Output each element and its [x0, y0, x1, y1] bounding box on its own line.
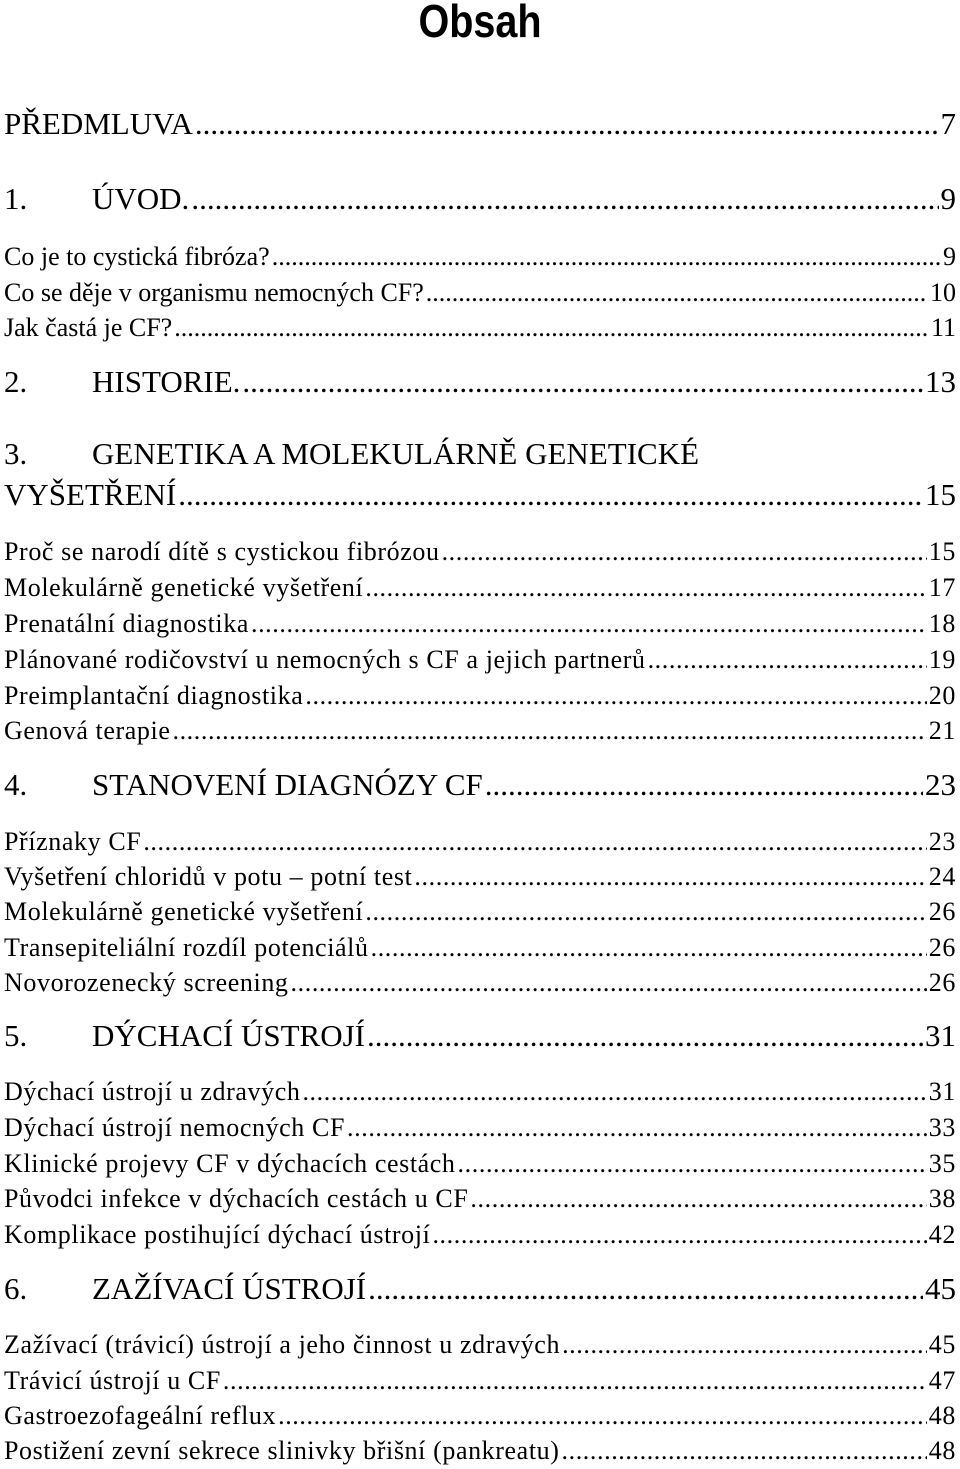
- toc-entry-predmluva[interactable]: [4, 106, 956, 142]
- toc-entry-dychaci-nemocni[interactable]: [4, 1113, 956, 1143]
- toc-entry-label: Molekulárně genetické vyšetření: [4, 897, 364, 926]
- toc-leader-dots: [195, 106, 939, 142]
- toc-leader-dots: [414, 862, 926, 892]
- toc-entry-label: Jak častá je CF?: [4, 313, 173, 342]
- toc-leader-dots: [432, 1220, 926, 1250]
- toc-entry-pankreas[interactable]: [4, 1436, 956, 1466]
- toc-chapter-number: 1.: [4, 181, 28, 216]
- toc-entry-label: HISTORIE.: [92, 364, 241, 399]
- toc-entry-zazivaci[interactable]: [4, 1271, 956, 1307]
- toc-leader-dots: [174, 313, 929, 343]
- toc-leader-dots: [442, 537, 927, 567]
- toc-page-number: 17: [928, 573, 956, 602]
- toc-entry-uvod[interactable]: [4, 181, 956, 217]
- toc-leader-dots: [458, 1149, 927, 1179]
- toc-leader-dots: [347, 1113, 927, 1143]
- toc-entry-label: STANOVENÍ DIAGNÓZY CF: [92, 767, 483, 802]
- toc-page-number: 38: [928, 1184, 956, 1213]
- toc-page-number: 9: [940, 181, 956, 216]
- toc-page-number: 31: [925, 1018, 956, 1053]
- toc-leader-dots: [278, 1401, 927, 1431]
- toc-entry-proc-se-narodi[interactable]: [4, 537, 956, 567]
- toc-entry-potni-test[interactable]: [4, 862, 956, 892]
- toc-page-number: 26: [928, 933, 956, 962]
- toc-entry-label: Příznaky CF: [4, 827, 142, 856]
- toc-entry-zazivaci-zdravi[interactable]: [4, 1330, 956, 1360]
- toc-entry-label: Transepiteliální rozdíl potenciálů: [4, 933, 369, 962]
- toc-page-number: 31: [928, 1077, 956, 1106]
- toc-page-number: 48: [928, 1401, 956, 1430]
- toc-chapter-number: 6.: [4, 1271, 28, 1306]
- toc-page-number: 26: [928, 968, 956, 997]
- toc-leader-dots: [291, 968, 927, 998]
- toc-entry-label: GENETIKA A MOLEKULÁRNĚ GENETICKÉ: [92, 436, 700, 471]
- toc-entry-komplikace[interactable]: [4, 1220, 956, 1250]
- toc-page-number: 11: [930, 313, 956, 342]
- toc-entry-label: PŘEDMLUVA: [4, 106, 193, 141]
- toc-entry-puvodci-infekce[interactable]: [4, 1184, 956, 1214]
- toc-entry-genova-terapie[interactable]: [4, 716, 956, 746]
- toc-entry-reflux[interactable]: [4, 1401, 956, 1431]
- toc-leader-dots: [305, 681, 926, 711]
- toc-leader-dots: [365, 897, 926, 927]
- toc-page-number: 20: [928, 681, 956, 710]
- toc-entry-label: Genová terapie: [4, 716, 171, 745]
- toc-page-number: 45: [925, 1271, 956, 1306]
- toc-entry-traveni-cf[interactable]: [4, 1366, 956, 1396]
- toc-chapter-number: 2.: [4, 364, 28, 399]
- toc-chapter-number: 4.: [4, 767, 28, 802]
- toc-entry-dychaci[interactable]: [4, 1018, 956, 1054]
- toc-entry-label: ÚVOD.: [92, 181, 190, 216]
- toc-entry-label: Klinické projevy CF v dýchacích cestách: [4, 1149, 456, 1178]
- toc-leader-dots: [172, 716, 926, 746]
- toc-leader-dots: [470, 1184, 926, 1214]
- toc-entry-label: Původci infekce v dýchacích cestách u CF: [4, 1184, 469, 1213]
- toc-leader-dots: [251, 609, 927, 639]
- toc-page-number: 10: [930, 278, 956, 307]
- toc-entry-label: Prenatální diagnostika: [4, 609, 249, 638]
- toc-entry-dychaci-zdravi[interactable]: [4, 1077, 956, 1107]
- toc-leader-dots: [648, 645, 927, 675]
- toc-page-number: 13: [925, 364, 956, 399]
- toc-entry-co-je-cf[interactable]: [4, 242, 956, 272]
- toc-entry-screening[interactable]: [4, 968, 956, 998]
- toc-entry-genetika-line2[interactable]: [4, 477, 956, 513]
- toc-entry-label: ZAŽÍVACÍ ÚSTROJÍ: [92, 1271, 367, 1306]
- toc-page-number: 48: [928, 1436, 956, 1465]
- toc-entry-label: Proč se narodí dítě s cystickou fibrózou: [4, 537, 440, 566]
- toc-page-number: 45: [928, 1330, 956, 1359]
- toc-page-number: 24: [928, 862, 956, 891]
- toc-entry-label: Postižení zevní sekrece slinivky břišní (pankreatu): [4, 1436, 560, 1465]
- toc-entry-priznaky[interactable]: [4, 827, 956, 857]
- toc-entry-label: Novorozenecký screening: [4, 968, 289, 997]
- toc-leader-dots: [178, 477, 923, 513]
- toc-entry-molekularne-1[interactable]: [4, 573, 956, 603]
- toc-entry-genetika-line1[interactable]: [4, 436, 699, 472]
- toc-leader-dots: [272, 242, 941, 272]
- toc-entry-label: Molekulárně genetické vyšetření: [4, 573, 364, 602]
- toc-leader-dots: [426, 278, 928, 308]
- toc-leader-dots: [223, 1366, 927, 1396]
- toc-entry-klinicke-projevy[interactable]: [4, 1149, 956, 1179]
- toc-leader-dots: [368, 1271, 923, 1307]
- toc-chapter-number: 3.: [4, 436, 28, 471]
- toc-entry-co-se-deje[interactable]: [4, 278, 956, 308]
- toc-leader-dots: [371, 933, 927, 963]
- toc-page-number: 19: [928, 645, 956, 674]
- toc-chapter-number: 5.: [4, 1018, 28, 1053]
- toc-page-number: 47: [928, 1366, 956, 1395]
- toc-leader-dots: [242, 364, 923, 400]
- toc-entry-jak-casta[interactable]: [4, 313, 956, 343]
- toc-page-number: 9: [943, 242, 956, 271]
- toc-entry-label: Co se děje v organismu nemocných CF?: [4, 278, 424, 307]
- toc-entry-preimplantacni[interactable]: [4, 681, 956, 711]
- toc-page-number: 15: [925, 477, 956, 512]
- toc-page-number: 23: [925, 767, 956, 802]
- toc-entry-historie[interactable]: [4, 364, 956, 400]
- toc-leader-dots: [365, 573, 926, 603]
- toc-entry-label: Dýchací ústrojí nemocných CF: [4, 1113, 346, 1142]
- toc-leader-dots: [143, 827, 926, 857]
- toc-entry-label: Vyšetření chloridů v potu – potní test: [4, 862, 413, 891]
- toc-entry-label: DÝCHACÍ ÚSTROJÍ: [92, 1018, 365, 1053]
- page-title: Obsah: [418, 0, 542, 47]
- toc-entry-label: Dýchací ústrojí u zdravých: [4, 1077, 301, 1106]
- toc-page-number: 42: [928, 1220, 956, 1249]
- toc-leader-dots: [367, 1018, 923, 1054]
- toc-page-number: 26: [928, 897, 956, 926]
- toc-entry-label: Preimplantační diagnostika: [4, 681, 304, 710]
- toc-entry-label: VYŠETŘENÍ: [4, 477, 177, 512]
- toc-entry-prenatalni[interactable]: [4, 609, 956, 639]
- toc-entry-transepitelialni[interactable]: [4, 933, 956, 963]
- toc-entry-label: Gastroezofageální reflux: [4, 1401, 277, 1430]
- toc-leader-dots: [191, 181, 938, 217]
- toc-leader-dots: [562, 1330, 927, 1360]
- toc-page-number: 23: [928, 827, 956, 856]
- toc-page-number: 15: [928, 537, 956, 566]
- toc-entry-label: Zažívací (trávicí) ústrojí a jeho činnost u zdravých: [4, 1330, 561, 1359]
- toc-entry-label: Komplikace postihující dýchací ústrojí: [4, 1220, 431, 1249]
- toc-entry-label: Plánované rodičovství u nemocných s CF a jejich partnerů: [4, 645, 646, 674]
- toc-entry-label: Trávicí ústrojí u CF: [4, 1366, 221, 1395]
- toc-entry-molekularne-2[interactable]: [4, 897, 956, 927]
- toc-leader-dots: [562, 1436, 927, 1466]
- toc-entry-label: Co je to cystická fibróza?: [4, 242, 270, 271]
- toc-page-number: 18: [928, 609, 956, 638]
- toc-page-number: 21: [928, 716, 956, 745]
- toc-entry-stanoveni[interactable]: [4, 767, 956, 803]
- toc-leader-dots: [302, 1077, 926, 1107]
- toc-leader-dots: [485, 767, 923, 803]
- toc-page-number: 33: [928, 1113, 956, 1142]
- toc-entry-planovane[interactable]: [4, 645, 956, 675]
- toc-page-number: 35: [928, 1149, 956, 1178]
- toc-page-number: 7: [940, 106, 956, 141]
